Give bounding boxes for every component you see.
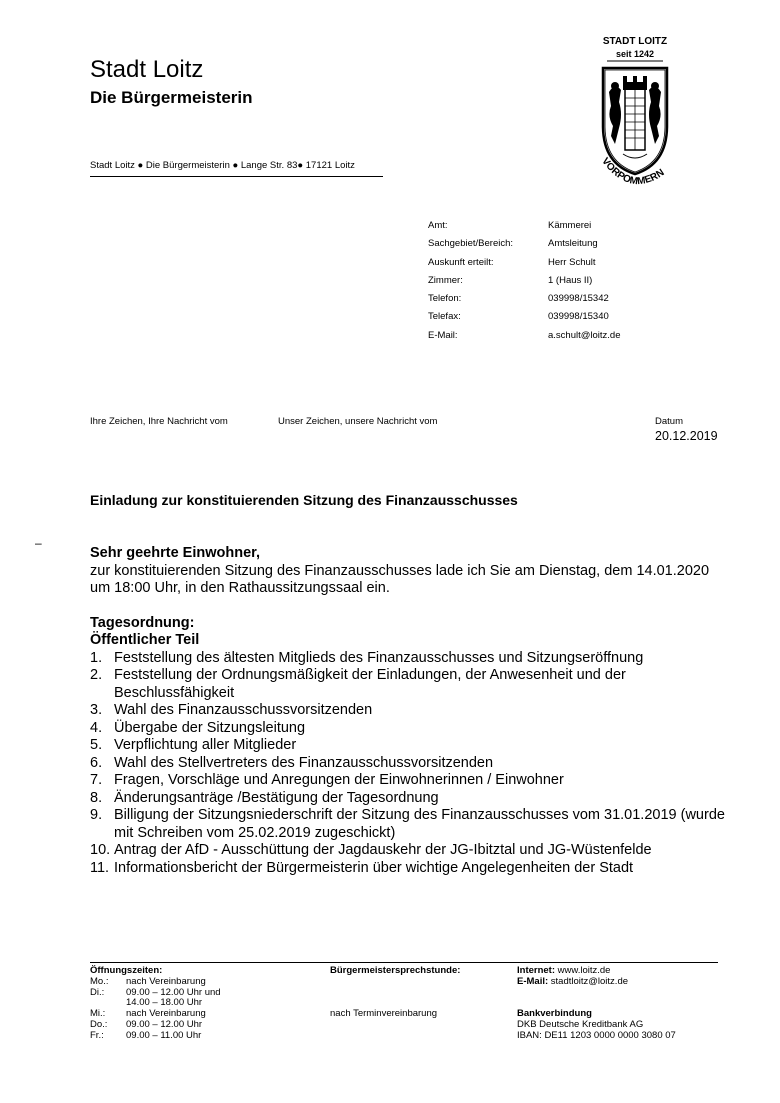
agenda-item — [90, 702, 730, 720]
hours-day: Do.: — [90, 1018, 108, 1030]
info-row-department — [428, 220, 620, 238]
salutation: Sehr geehrte Einwohner, — [90, 545, 261, 561]
agenda-item — [90, 650, 730, 668]
agenda-item — [90, 842, 730, 860]
footer-contact-bank — [517, 966, 676, 1042]
hours-row — [90, 977, 221, 988]
footer-divider — [90, 962, 718, 963]
agenda-item — [90, 790, 730, 808]
agenda-text: Informationsbericht der Bürgermeisterin über wichtige Angelegenheiten der Stadt — [114, 859, 634, 876]
agenda-text: Antrag der AfD - Ausschüttung der Jagdauskehr der JG-Ibitztal und JG-Wüstenfelde — [114, 842, 652, 858]
info-row-contact-person — [428, 257, 620, 275]
hours-day: Fr.: — [90, 1029, 104, 1041]
info-row-area — [428, 238, 620, 256]
margin-mark: – — [35, 536, 42, 550]
agenda-number: 8. — [90, 789, 103, 806]
info-value: 039998/15340 — [548, 311, 609, 323]
letter-body — [90, 545, 730, 877]
hours-time: 09.00 – 12.00 Uhr und — [126, 986, 221, 998]
letter-subject: Einladung zur konstituierenden Sitzung des Finanzausschusses — [90, 492, 518, 508]
sender-underline — [90, 176, 383, 177]
agenda-item — [90, 807, 730, 842]
agenda-number: 9. — [90, 807, 103, 823]
agenda-item — [90, 667, 730, 702]
hours-day: Mi.: — [90, 1008, 106, 1020]
city-crest — [585, 36, 695, 196]
hours-day: Di.: — [90, 986, 105, 998]
agenda-item — [90, 772, 730, 790]
bank-name: DKB Deutsche Kreditbank AG — [517, 1018, 644, 1030]
sender-address-line: Stadt Loitz ● Die Bürgermeisterin ● Lange Str. 83● 17121 Loitz — [90, 160, 355, 171]
coat-of-arms-icon — [585, 36, 695, 196]
agenda-text: Feststellung der Ordnungsmäßigkeit der Einladungen, der Anwesenheit und der Beschlussfähigkeit — [114, 667, 626, 701]
hours-time: nach Vereinbarung — [126, 975, 206, 987]
agenda-number: 7. — [90, 772, 103, 788]
internet-label: Internet: — [517, 965, 555, 976]
agenda-item — [90, 755, 730, 773]
agenda-text: Wahl des Finanzausschussvorsitzenden — [114, 702, 373, 718]
agenda-list — [90, 650, 730, 878]
agenda-text: Feststellung des ältesten Mitglieds des Finanzausschusses und Sitzungseröffnung — [114, 649, 644, 666]
hours-time: 09.00 – 11.00 Uhr — [126, 1029, 202, 1041]
contact-info-block — [428, 220, 620, 348]
hours-time: 14.00 – 18.00 Uhr — [126, 997, 203, 1009]
hours-row — [90, 1031, 221, 1042]
info-label: Telefon: — [428, 293, 462, 305]
date-value: 20.12.2019 — [655, 429, 718, 443]
date-label: Datum — [655, 416, 683, 427]
crest-subtitle: seit 1242 — [615, 49, 655, 59]
info-row-fax — [428, 311, 620, 329]
agenda-text: Billigung der Sitzungsniederschrift der Sitzung des Finanzausschusses vom 31.01.2019 (wurde mit Schreiben vom 25.02.2019 zugeschickt) — [114, 807, 725, 841]
info-label: Sachgebiet/Bereich: — [428, 238, 514, 250]
agenda-number: 10. — [90, 842, 111, 858]
spacer — [330, 977, 460, 1009]
spacer — [517, 988, 676, 1010]
our-reference-label: Unser Zeichen, unsere Nachricht vom — [278, 416, 438, 427]
agenda-item — [90, 720, 730, 738]
agenda-number: 1. — [90, 649, 103, 666]
crest-arc-text: VORPOMMERN — [599, 155, 667, 188]
mayor-hours-text: nach Terminvereinbarung — [330, 1008, 438, 1020]
your-reference-label: Ihre Zeichen, Ihre Nachricht vom — [90, 416, 228, 427]
agenda-text: Änderungsanträge /Bestätigung der Tagesordnung — [114, 789, 439, 806]
info-value: Kämmerei — [548, 220, 592, 231]
hours-time: nach Vereinbarung — [126, 1008, 206, 1020]
info-label: Telefax: — [428, 311, 461, 323]
hours-time: 09.00 – 12.00 Uhr — [126, 1018, 203, 1030]
bank-title: Bankverbindung — [517, 1008, 592, 1020]
info-value: Amtsleitung — [548, 238, 598, 250]
agenda-title: Tagesordnung: — [90, 614, 195, 631]
footer-mayor-hours — [330, 966, 460, 1020]
info-value: Herr Schult — [548, 256, 596, 268]
agenda-text: Verpflichtung aller Mitglieder — [114, 737, 297, 753]
city-name: Stadt Loitz — [90, 56, 204, 83]
info-label: Auskunft erteilt: — [428, 256, 494, 268]
agenda-item — [90, 737, 730, 755]
footer-opening-hours — [90, 966, 221, 1042]
info-row-email — [428, 330, 620, 348]
intro-paragraph: zur konstituierenden Sitzung des Finanzausschusses lade ich Sie am Dienstag, dem 14.01.2020 um 18:00 Uhr, in den Rathaussitzungssaal ein. — [90, 562, 710, 596]
info-value: 039998/15342 — [548, 293, 609, 305]
website-link[interactable]: www.loitz.de — [557, 965, 611, 976]
email-label: E-Mail: — [517, 975, 549, 987]
email-link[interactable]: stadtloitz@loitz.de — [550, 975, 629, 987]
info-value: a.schult@loitz.de — [548, 329, 621, 341]
info-label: Amt: — [428, 220, 448, 231]
info-row-phone — [428, 293, 620, 311]
crest-title: STADT LOITZ — [602, 36, 668, 47]
hours-day: Mo.: — [90, 975, 109, 987]
info-label: Zimmer: — [428, 274, 463, 286]
office-name: Die Bürgermeisterin — [90, 88, 253, 107]
agenda-subtitle: Öffentlicher Teil — [90, 632, 200, 648]
agenda-number: 5. — [90, 737, 103, 753]
opening-hours-title: Öffnungszeiten: — [90, 965, 163, 976]
bank-iban: IBAN: DE11 1203 0000 0000 3080 07 — [517, 1029, 676, 1041]
agenda-number: 2. — [90, 667, 103, 683]
agenda-number: 6. — [90, 754, 103, 771]
agenda-item — [90, 860, 730, 878]
agenda-number: 4. — [90, 719, 103, 736]
agenda-text: Wahl des Stellvertreters des Finanzausschussvorsitzenden — [114, 754, 494, 771]
agenda-text: Übergabe der Sitzungsleitung — [114, 719, 306, 736]
info-label: E-Mail: — [428, 329, 458, 341]
agenda-text: Fragen, Vorschläge und Anregungen der Einwohnerinnen / Einwohner — [114, 772, 564, 788]
agenda-number: 11. — [90, 859, 110, 876]
info-value: 1 (Haus II) — [548, 274, 593, 286]
info-row-room — [428, 275, 620, 293]
email-line — [517, 977, 676, 988]
agenda-number: 3. — [90, 702, 103, 718]
mayor-hours-title: Bürgermeistersprechstunde: — [330, 965, 461, 976]
